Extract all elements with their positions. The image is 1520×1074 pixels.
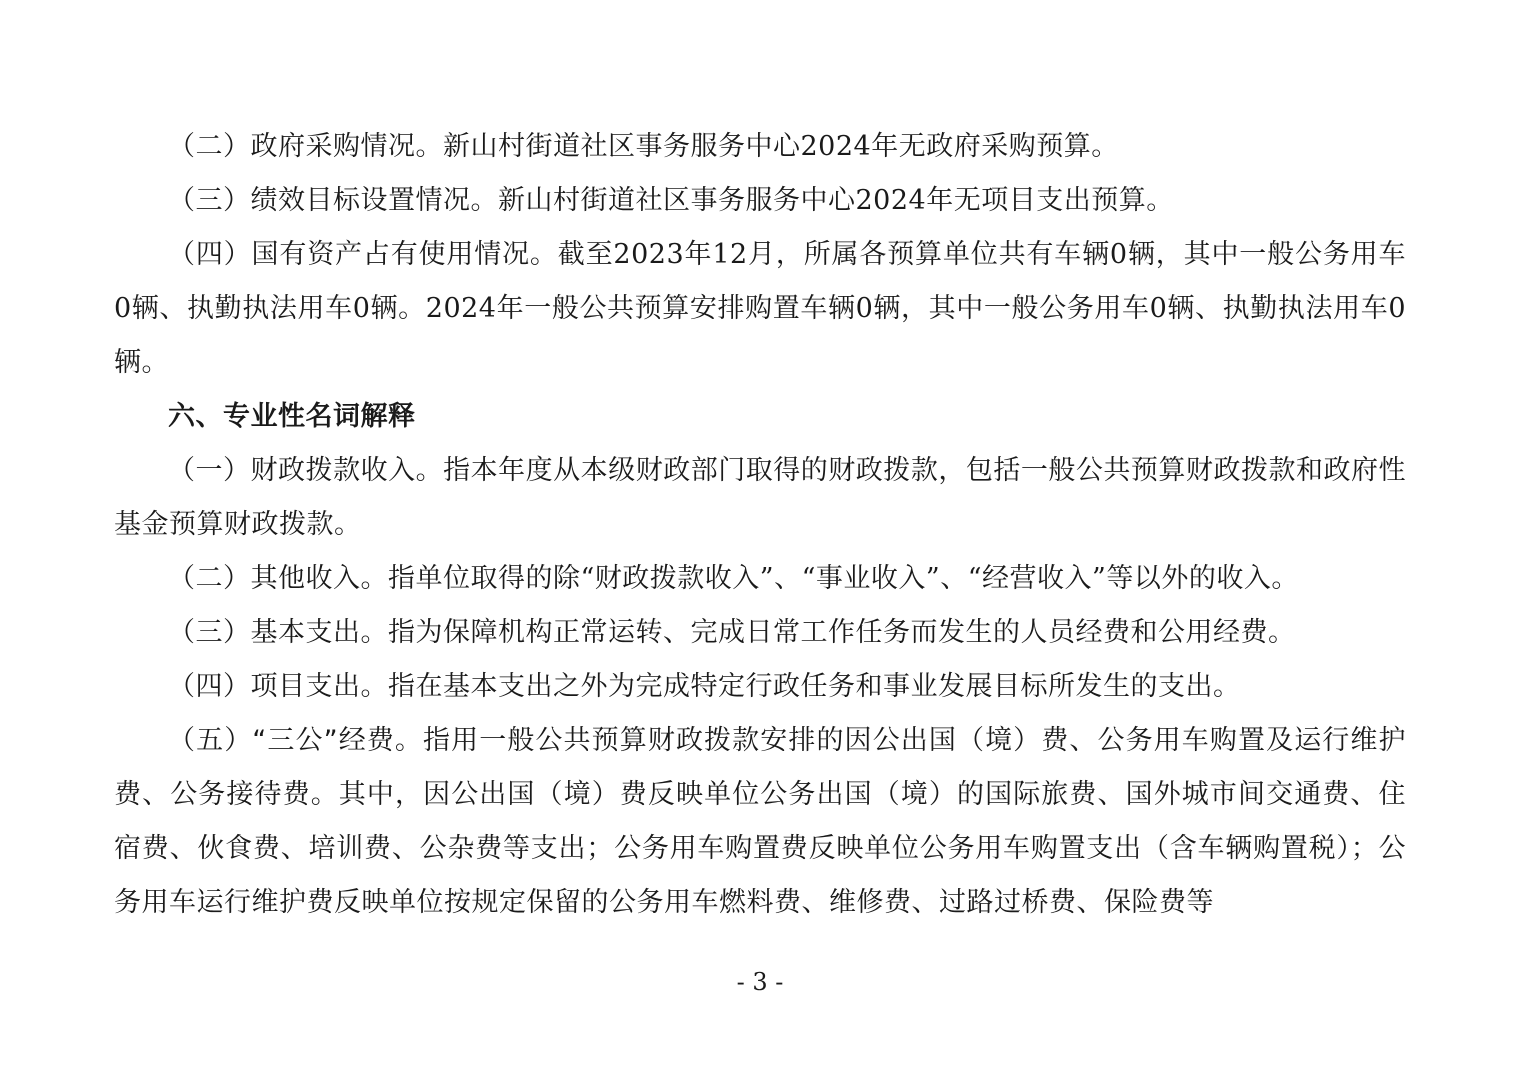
paragraph-state-assets xyxy=(114,228,1406,390)
page-number: - 3 - xyxy=(736,968,784,996)
paragraph-label: （四）项目支出。 xyxy=(168,671,388,702)
paragraph-text: 新山村街道社区事务服务中心2024年无政府采购预算。 xyxy=(443,131,1119,162)
paragraph-other-income xyxy=(114,552,1406,606)
paragraph-text: 指单位取得的除“财政拨款收入”、“事业收入”、“经营收入”等以外的收入。 xyxy=(388,563,1299,594)
document-body xyxy=(114,120,1406,930)
paragraph-label: （四）国有资产占有使用情况。 xyxy=(168,239,558,270)
paragraph-label: （三）基本支出。 xyxy=(168,617,388,648)
paragraph-performance-targets xyxy=(114,174,1406,228)
paragraph-fiscal-appropriation-income xyxy=(114,444,1406,552)
section-heading-terms: 六、专业性名词解释 xyxy=(168,401,416,432)
paragraph-text: 指为保障机构正常运转、完成日常工作任务而发生的人员经费和公用经费。 xyxy=(388,617,1296,648)
paragraph-label: （三）绩效目标设置情况。 xyxy=(168,185,498,216)
paragraph-government-procurement xyxy=(114,120,1406,174)
paragraph-basic-expenditure xyxy=(114,606,1406,660)
paragraph-text: 截至2023年12月，所属各预算单位共有车辆0辆，其中一般公务用车0辆、执勤执法用车0辆。2024年一般公共预算安排购置车辆0辆，其中一般公务用车0辆、执勤执法用车0辆。 xyxy=(114,239,1406,378)
paragraph-label: （一）财政拨款收入。 xyxy=(168,455,444,486)
paragraph-text: 指在基本支出之外为完成特定行政任务和事业发展目标所发生的支出。 xyxy=(388,671,1241,702)
paragraph-label: （二）其他收入。 xyxy=(168,563,388,594)
paragraph-text: 指用一般公共预算财政拨款安排的因公出国（境）费、公务用车购置及运行维护费、公务接待费。其中，因公出国（境）费反映单位公务出国（境）的国际旅费、国外城市间交通费、住宿费、伙食费、培训费、公杂费等支出；公务用车购置费反映单位公务用车购置支出（含车辆购置税）；公务用车运行维护费反映单位按规定保留的公务用车燃料费、维修费、过路过桥费、保险费等 xyxy=(114,725,1407,918)
paragraph-text: 新山村街道社区事务服务中心2024年无项目支出预算。 xyxy=(498,185,1174,216)
paragraph-label: （二）政府采购情况。 xyxy=(168,131,443,162)
paragraph-label: （五）“三公”经费。 xyxy=(168,725,424,756)
paragraph-project-expenditure xyxy=(114,660,1406,714)
paragraph-text: 指本年度从本级财政部门取得的财政拨款，包括一般公共预算财政拨款和政府性基金预算财政拨款。 xyxy=(114,455,1407,540)
paragraph-three-public-expenses xyxy=(114,714,1406,930)
